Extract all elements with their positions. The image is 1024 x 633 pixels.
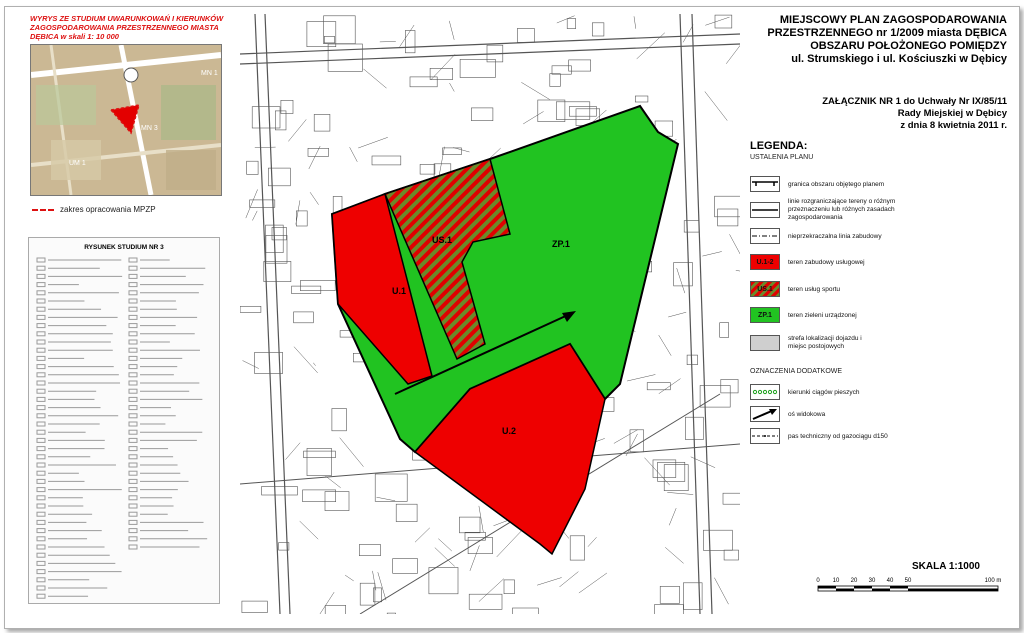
study-legend-graphic xyxy=(29,238,219,603)
plan-title-line-3: OBSZARU POŁOŻONEGO POMIĘDZY xyxy=(810,40,1007,52)
zone-label-u2: U.2 xyxy=(502,426,517,436)
plan-title-line-1: MIEJSCOWY PLAN ZAGOSPODAROWANIA xyxy=(779,14,1007,26)
legend-label-building-line: nieprzekraczalna linia zabudowy xyxy=(788,232,882,240)
inset-legend-label: zakres opracowania MPZP xyxy=(60,205,156,214)
zone-label-zp1: ZP.1 xyxy=(552,239,570,249)
plan-map-graphic xyxy=(240,14,740,614)
scale-tick-30: 30 xyxy=(868,578,876,584)
green-zone-swatch: ZP.1 xyxy=(750,307,780,323)
inset-map-graphic xyxy=(31,45,221,195)
study-legend-sheet xyxy=(28,237,220,604)
inset-label-mn1: MN 1 xyxy=(201,70,218,77)
gas-pipeline-icon xyxy=(750,428,780,444)
zone-label-u1: U.1 xyxy=(392,286,407,296)
legend xyxy=(750,140,1012,440)
legend-label-dividing: linie rozgraniczające tereny o różnym przeznaczeniu lub różnych zasadach zagospodarowania xyxy=(788,198,896,221)
inset-map xyxy=(30,44,222,196)
inset-label-mn3: MN 3 xyxy=(141,125,158,132)
resolution-line-3: z dnia 8 kwietnia 2011 r. xyxy=(900,120,1007,131)
view-axis-icon xyxy=(750,406,780,422)
scale-tick-20: 20 xyxy=(850,578,858,584)
scale-title: SKALA 1:1000 xyxy=(912,561,980,572)
legend-label-parking: strefa lokalizacji dojazdu i miejsc postojowych xyxy=(788,335,862,350)
legend-item-service xyxy=(750,254,865,270)
scale-tick-40: 40 xyxy=(886,578,894,584)
resolution-block xyxy=(745,96,1007,132)
plan-title-block xyxy=(745,14,1007,66)
inset-title: WYRYS ZE STUDIUM UWARUNKOWAŃ I KIERUNKÓW ZAGOSPODAROWANIA PRZESTRZENNEGO MIASTA DĘBICA w skali 1: 10 000 xyxy=(30,14,224,41)
resolution-line-2: Rady Miejskiej w Dębicy xyxy=(897,108,1007,119)
parking-zone-swatch xyxy=(750,335,780,351)
sport-zone-swatch: US.1 xyxy=(750,281,780,297)
plan-map xyxy=(240,14,740,614)
scale-tick-10: 10 xyxy=(832,578,840,584)
scale-bar-graphic xyxy=(815,576,1005,616)
pedestrian-route-icon xyxy=(750,384,780,400)
plan-title-line-4: ul. Strumskiego i ul. Kościuszki w Dębicy xyxy=(791,53,1007,65)
legend-label-view-axis: oś widokowa xyxy=(788,410,826,418)
scale-tick-50: 50 xyxy=(904,578,912,584)
legend-label-pedestrian: kierunki ciągów pieszych xyxy=(788,388,860,396)
legend-item-gas xyxy=(750,428,888,444)
study-title: RYSUNEK STUDIUM NR 3 xyxy=(84,244,164,251)
inset-label-um1: UM 1 xyxy=(69,160,86,167)
legend-label-boundary: granica obszaru objętego planem xyxy=(788,180,885,188)
resolution-line-1: ZAŁĄCZNIK NR 1 do Uchwały Nr IX/85/11 xyxy=(822,96,1007,107)
legend-item-green xyxy=(750,307,857,323)
legend-item-dividing xyxy=(750,198,938,222)
legend-label-gas: pas techniczny od gazociągu d150 xyxy=(788,432,888,440)
boundary-line-icon xyxy=(750,176,780,192)
legend-additional-heading: OZNACZENIA DODATKOWE xyxy=(750,368,843,375)
service-zone-swatch: U.1-2 xyxy=(750,254,780,270)
legend-subheading: USTALENIA PLANU xyxy=(750,154,814,161)
legend-item-parking xyxy=(750,335,878,351)
dividing-line-icon xyxy=(750,202,780,218)
legend-item-building-line xyxy=(750,228,882,244)
scale-tick-0: 0 xyxy=(816,578,820,584)
legend-label-green: teren zieleni urządzonej xyxy=(788,311,857,319)
legend-item-pedestrian xyxy=(750,384,860,400)
dashed-boundary-icon xyxy=(32,209,54,211)
plan-title-line-2: PRZESTRZENNEGO nr 1/2009 miasta DĘBICA xyxy=(767,27,1007,39)
legend-item-sport xyxy=(750,281,840,297)
legend-label-service: teren zabudowy usługowej xyxy=(788,258,865,266)
scale-tick-100: 100 m xyxy=(984,578,1002,584)
building-line-icon xyxy=(750,228,780,244)
legend-label-sport: teren usług sportu xyxy=(788,285,841,293)
scale-bar xyxy=(815,576,1005,616)
zone-label-us1: US.1 xyxy=(432,235,453,245)
legend-heading: LEGENDA: xyxy=(750,140,808,152)
inset-legend-row xyxy=(32,205,156,214)
legend-item-boundary xyxy=(750,176,884,192)
legend-item-view-axis xyxy=(750,406,825,422)
